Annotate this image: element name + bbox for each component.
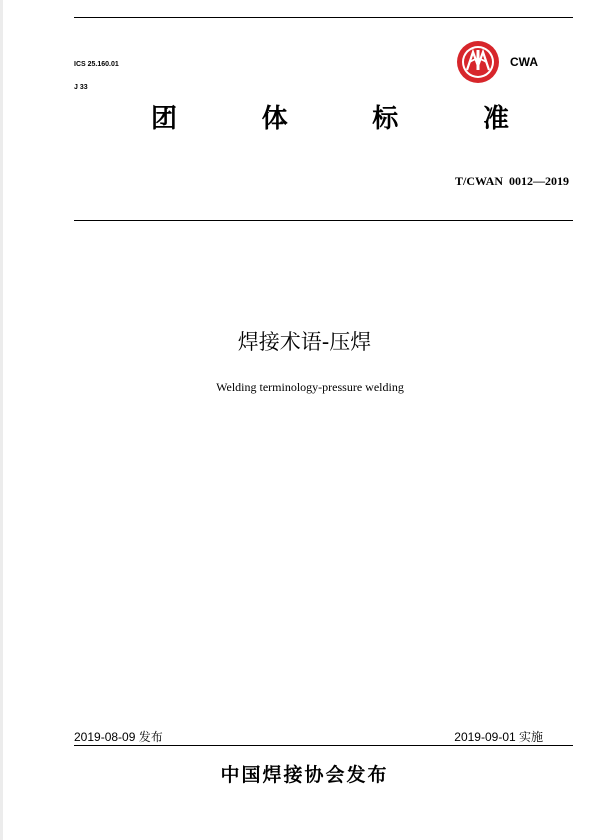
- cwa-logo-icon: [456, 40, 500, 84]
- middle-rule: [74, 220, 573, 221]
- doc-type-char: 团: [150, 104, 177, 134]
- issue-date: 2019-08-09 发布: [74, 730, 163, 744]
- doc-type-char: 体: [261, 104, 288, 134]
- ics-code: ICS 25.160.01: [74, 61, 119, 68]
- title-english: Welding terminology-pressure welding: [216, 380, 404, 394]
- publisher: 中国焊接协会发布: [220, 764, 389, 786]
- top-rule: [74, 17, 573, 18]
- implementation-date: 2019-09-01 实施: [454, 730, 543, 744]
- doc-type-char: 标: [372, 104, 399, 134]
- logo-text: CWA: [510, 55, 538, 69]
- doc-type-char: 准: [482, 104, 509, 134]
- document-type-heading: [140, 98, 520, 135]
- ccs-code: J 33: [74, 84, 88, 91]
- standard-number: T/CWAN 0012—2019: [454, 174, 569, 188]
- page-edge: [0, 0, 3, 840]
- bottom-rule: [74, 745, 573, 746]
- title-chinese: 焊接术语-压焊: [237, 330, 372, 354]
